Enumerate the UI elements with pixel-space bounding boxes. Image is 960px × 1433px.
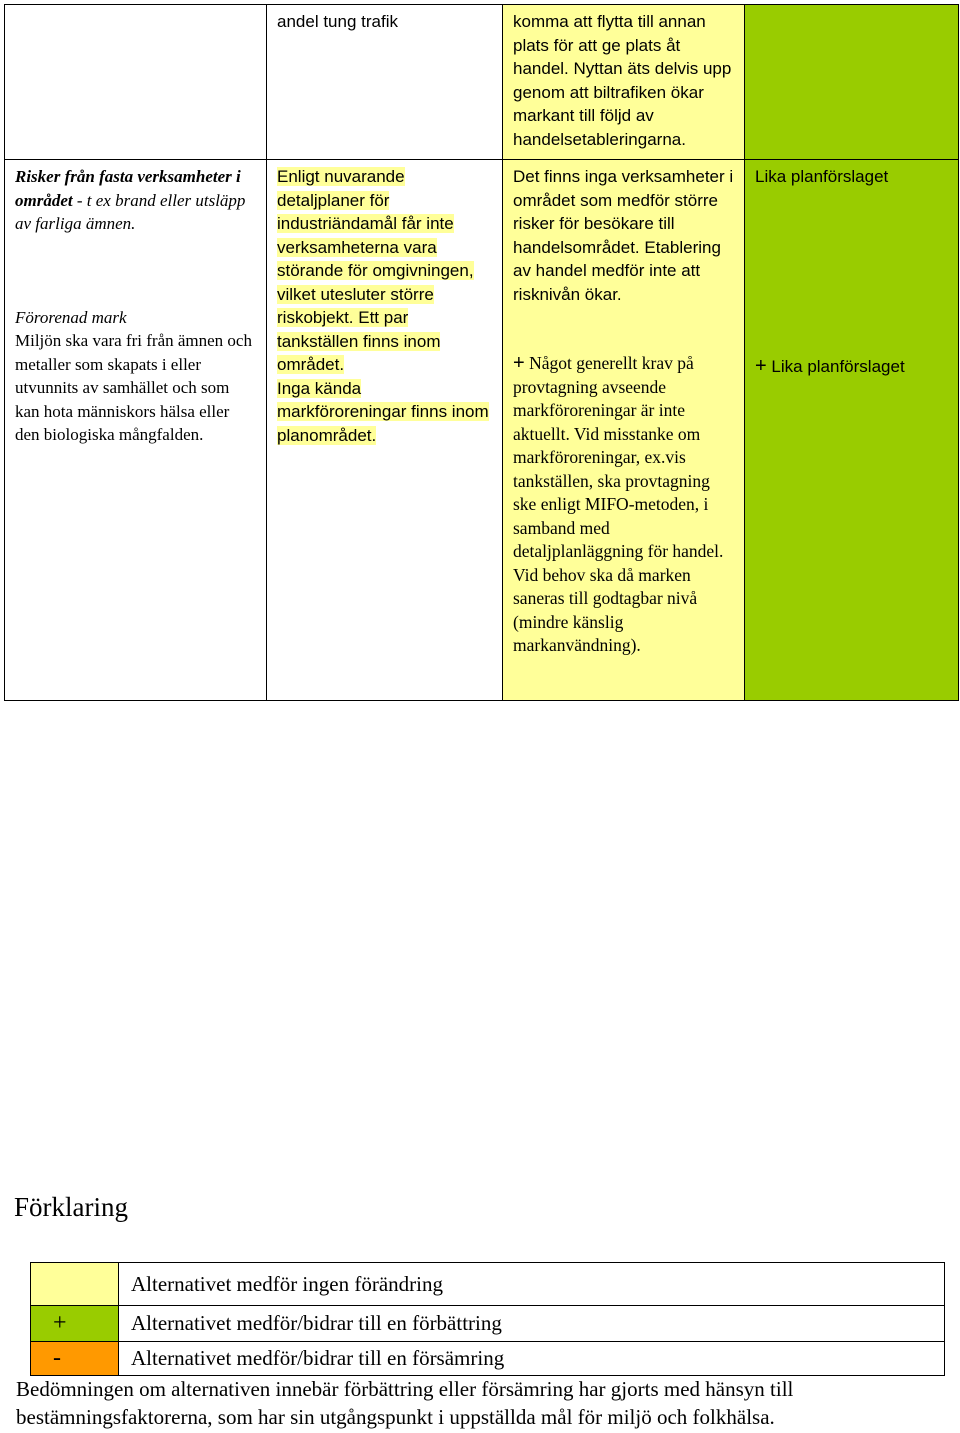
plus-icon: +: [513, 352, 525, 374]
risks-title: Risker från fasta verksamheter i området: [15, 167, 241, 210]
row2-col4-text2-span: Lika planförslaget: [766, 356, 905, 376]
legend-row-deterioration: [31, 1342, 945, 1376]
row2-col2-text1: [277, 165, 494, 377]
row2-col1: [5, 160, 267, 701]
risks-criterion: [15, 165, 258, 236]
legend-table: [30, 1262, 945, 1376]
legend-text-deterioration: Alternativet medför/bidrar till en försämring: [119, 1342, 945, 1376]
table-row: [5, 5, 959, 160]
row2-col2: [267, 160, 503, 701]
legend-symbol-improvement: [31, 1306, 119, 1342]
contaminated-land-title: Förorenad mark: [15, 307, 127, 327]
row2-col4: [745, 160, 959, 701]
row2-col4-text2: [755, 355, 950, 379]
contaminated-land-text: Miljön ska vara fri från ämnen och metaller som skapats i eller utvunnits av samhället och som kan hota människors hälsa eller den biologiska mångfalden.: [15, 331, 252, 444]
risks-text: - t ex brand eller utsläpp av farliga ämnen.: [15, 190, 246, 233]
row2-col3-text1: Det finns inga verksamheter i området som medför större risker för besökare till handelsområdet. Etablering av handel medför inte att risknivån ökar.: [513, 167, 734, 304]
row1-col2-text: andel tung trafik: [277, 12, 398, 31]
plus-icon: +: [53, 1310, 67, 1336]
table-row: [5, 160, 959, 701]
row2-col2-text2-span: Inga kända markföroreningar finns inom planområdet.: [277, 378, 489, 445]
row1-col2: [267, 5, 503, 160]
row1-col3: [503, 5, 745, 160]
row1-col1: [5, 5, 267, 160]
legend-row-neutral: [31, 1263, 945, 1306]
row2-col4-text1: Lika planförslaget: [755, 167, 889, 186]
row2-col2-text2: [277, 377, 494, 448]
assessment-note: Bedömningen om alternativen innebär förbättring eller försämring har gjorts med hänsyn till bestämningsfaktorerna, som har sin utgångspunkt i uppställda mål för miljö och folkhälsa.: [16, 1377, 794, 1429]
assessment-table: [4, 4, 959, 701]
plus-icon: +: [755, 354, 767, 377]
row1-col3-text: komma att flytta till annan plats för att ge plats åt handel. Nyttan äts delvis upp genom att biltrafiken ökar markant till följd av handelsetableringarna.: [513, 12, 732, 149]
legend-text-improvement: Alternativet medför/bidrar till en förbättring: [119, 1306, 945, 1342]
legend-row-improvement: [31, 1306, 945, 1342]
legend-text-neutral: Alternativet medför ingen förändring: [119, 1263, 945, 1306]
legend-title: Förklaring: [14, 1192, 128, 1222]
legend-symbol-deterioration: [31, 1342, 119, 1376]
minus-icon: -: [53, 1345, 61, 1371]
row2-col2-text1-span: Enligt nuvarande detaljplaner för industriändamål får inte verksamheterna vara störande för omgivningen, vilket utesluter större riskobjekt. Ett par tankställen finns inom området.: [277, 167, 474, 374]
row1-col4: [745, 5, 959, 160]
row2-col3-text2-span: Något generellt krav på provtagning avseende markföroreningar är inte aktuellt. Vid misstanke om markföroreningar, ex.vis tankställen, ska provtagning ske enligt MIFO-metoden, i samband med detaljplanläggning för handel. Vid behov ska då marken saneras till godtagbar nivå (mindre känslig markanvändning).: [513, 353, 724, 655]
contaminated-land-criterion: [15, 306, 258, 447]
row2-col3-text2: [513, 352, 736, 658]
row2-col3: [503, 160, 745, 701]
legend-symbol-neutral: [31, 1263, 119, 1306]
